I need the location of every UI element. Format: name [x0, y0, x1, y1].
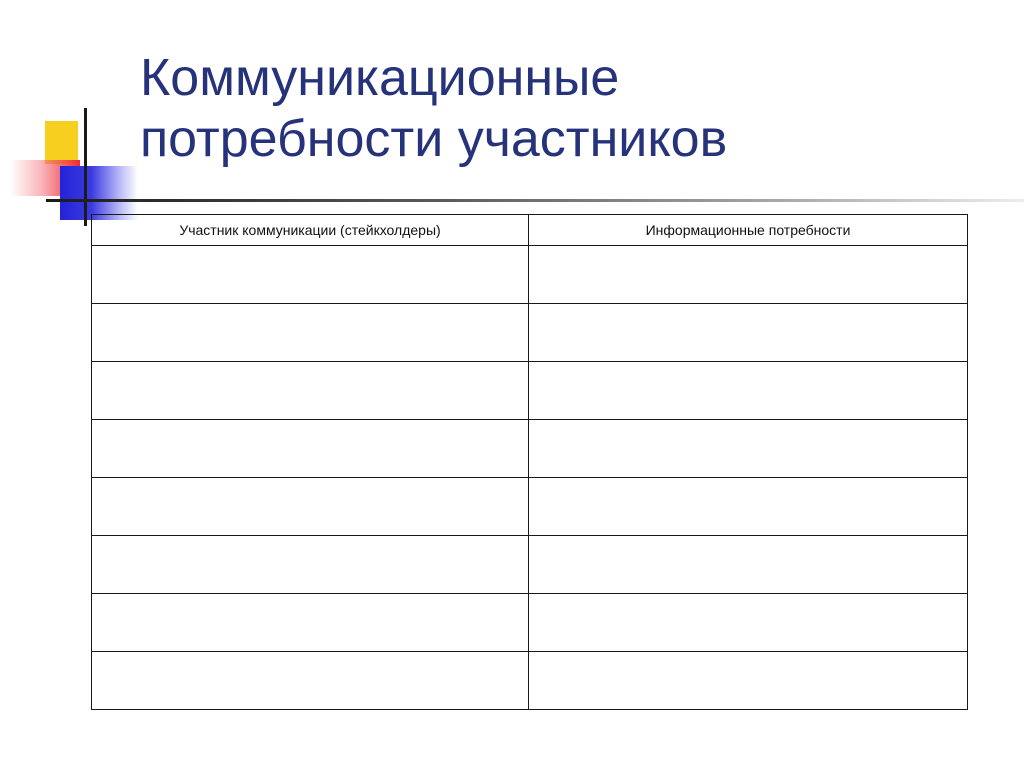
- table-row: [92, 536, 968, 594]
- table-cell[interactable]: [529, 536, 968, 594]
- table-cell[interactable]: [529, 478, 968, 536]
- table-row: [92, 478, 968, 536]
- title-underline-rule: [46, 199, 1024, 202]
- yellow-square-decoration: [45, 121, 78, 164]
- table-cell[interactable]: [529, 246, 968, 304]
- table-row: [92, 594, 968, 652]
- page-title-line-1: Коммуникационные: [140, 49, 620, 107]
- table-cell[interactable]: [92, 536, 529, 594]
- table-row: [92, 246, 968, 304]
- page-title-line-2: потребности участников: [140, 110, 728, 168]
- table-row: [92, 420, 968, 478]
- table-cell[interactable]: [92, 652, 529, 710]
- column-header-info-needs: Информационные потребности: [529, 215, 968, 246]
- table-cell[interactable]: [92, 246, 529, 304]
- table-cell[interactable]: [92, 594, 529, 652]
- blue-gradient-decoration: [60, 166, 138, 220]
- table-cell[interactable]: [529, 652, 968, 710]
- table-header-row: [92, 215, 968, 246]
- table-cell[interactable]: [92, 478, 529, 536]
- table-row: [92, 362, 968, 420]
- table-cell[interactable]: [92, 304, 529, 362]
- column-header-stakeholder: Участник коммуникации (стейкхолдеры): [92, 215, 529, 246]
- table-cell[interactable]: [529, 362, 968, 420]
- table-row: [92, 652, 968, 710]
- page-title: [140, 48, 727, 170]
- table-cell[interactable]: [92, 362, 529, 420]
- vertical-rule-decoration: [84, 108, 87, 226]
- table-cell[interactable]: [529, 420, 968, 478]
- stakeholder-needs-table: [91, 214, 968, 710]
- table-cell[interactable]: [529, 304, 968, 362]
- table-cell[interactable]: [529, 594, 968, 652]
- table-row: [92, 304, 968, 362]
- table-cell[interactable]: [92, 420, 529, 478]
